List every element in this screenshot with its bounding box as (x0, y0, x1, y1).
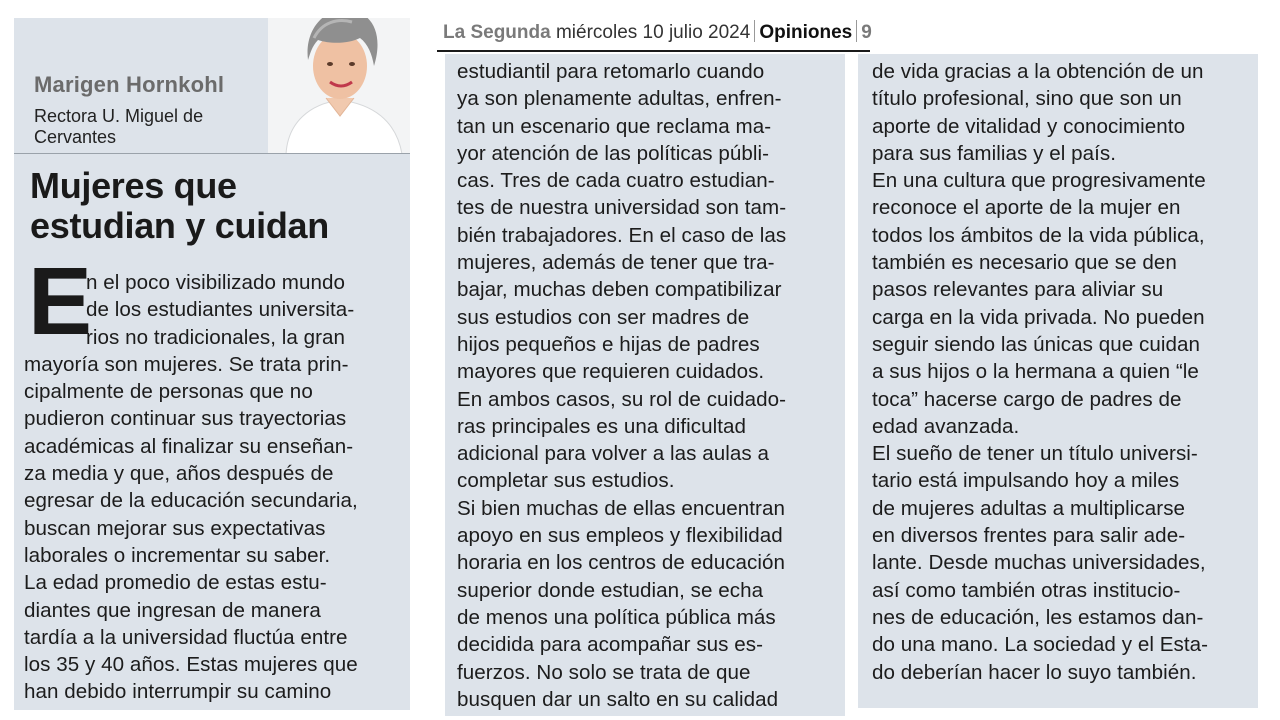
text-line: fuerzos. No solo se trata de que (457, 660, 751, 684)
text-line: ya son plenamente adultas, enfren- (457, 87, 782, 111)
text-line: aporte de vitalidad y conocimiento (872, 114, 1186, 138)
author-name: Marigen Hornkohl (34, 72, 225, 97)
text-line: cipalmente de personas que no (24, 380, 313, 404)
text-line: a sus hijos o la hermana a quien “le (872, 360, 1199, 384)
text-line: han debido interrumpir su camino (24, 680, 332, 704)
author-portrait-icon (268, 18, 410, 154)
text-line: diantes que ingresan de manera (24, 598, 321, 622)
text-line: sus estudios con ser madres de (457, 305, 750, 329)
article-headline (30, 166, 329, 246)
article-column-1 (14, 18, 410, 710)
text-line: egresar de la educación secundaria, (24, 489, 358, 513)
header-separator (856, 20, 857, 42)
text-line: tes de nuestra universidad son tam- (457, 196, 787, 220)
text-line: ras principales es una dificultad (457, 414, 746, 438)
text-line: estudiantil para retomarlo cuando (457, 60, 765, 83)
text-line: así como también otras institucio- (872, 578, 1181, 602)
text-line: nes de educación, les estamos dan- (872, 605, 1204, 629)
text-line: buscan mejorar sus expectativas (24, 516, 326, 540)
text-line: completar sus estudios. (457, 469, 675, 493)
text-line: reconoce el aporte de la mujer en (872, 196, 1181, 220)
text-line: los 35 y 40 años. Estas mujeres que (24, 653, 358, 677)
text-line: La edad promedio de estas estu- (24, 571, 327, 595)
text-line: apoyo en sus empleos y flexibilidad (457, 524, 783, 548)
text-line: de los estudiantes universita- (86, 298, 355, 322)
text-line: mujeres, además de tener que tra- (457, 251, 775, 275)
text-line: yor atención de las políticas públi- (457, 141, 770, 165)
text-line: de menos una política pública más (457, 605, 776, 629)
text-line: Si bien muchas de ellas encuentran (457, 496, 785, 520)
text-line: za media y que, años después de (24, 462, 334, 486)
article-body-column-2 (457, 58, 842, 713)
text-line: El sueño de tener un título universi- (872, 442, 1198, 466)
text-line: de mujeres adultas a multiplicarse (872, 496, 1186, 520)
text-line: En ambos casos, su rol de cuidado- (457, 387, 787, 411)
text-line: cas. Tres de cada cuatro estudian- (457, 169, 775, 193)
article-column-2 (445, 54, 845, 716)
text-line: académicas al finalizar su enseñan- (24, 434, 354, 458)
text-line: carga en la vida privada. No pueden (872, 305, 1205, 329)
author-role: Rectora U. Miguel de Cervantes (34, 106, 204, 147)
publication-name: La Segunda (443, 22, 551, 43)
text-line: superior donde estudian, se echa (457, 578, 764, 602)
text-line: en diversos frentes para salir ade- (872, 524, 1186, 548)
text-line: n el poco visibilizado mundo (86, 271, 345, 294)
text-line: lante. Desde muchas universidades, (872, 551, 1206, 575)
text-line: también es necesario que se den (872, 251, 1177, 275)
text-line: decidida para acompañar sus es- (457, 633, 764, 657)
author-divider (14, 153, 410, 154)
page-number: 9 (861, 22, 872, 43)
text-line: adicional para volver a las aulas a (457, 442, 769, 466)
text-line: todos los ámbitos de la vida pública, (872, 223, 1205, 247)
text-line: do deberían hacer lo suyo también. (872, 660, 1197, 684)
newspaper-header (437, 14, 870, 52)
text-line: hijos pequeños e hijas de padres (457, 332, 760, 356)
publication-date: miércoles 10 julio 2024 (555, 22, 751, 43)
text-line: bién trabajadores. En el caso de las (457, 223, 787, 247)
text-line: tardía a la universidad fluctúa entre (24, 625, 348, 649)
text-line: do una mano. La sociedad y el Esta- (872, 633, 1209, 657)
drop-cap: E (28, 248, 93, 355)
headline-line: Mujeres que (30, 165, 237, 206)
article-body-column-1 (24, 269, 408, 706)
text-line: seguir siendo las únicas que cuidan (872, 332, 1201, 356)
text-line: pudieron continuar sus trayectorias (24, 407, 347, 431)
text-line: horaria en los centros de educación (457, 551, 786, 575)
text-line: título profesional, sino que son un (872, 87, 1182, 111)
text-line: En una cultura que progresivamente (872, 169, 1206, 193)
text-line: edad avanzada. (872, 414, 1020, 438)
article-column-3 (858, 54, 1258, 708)
text-line: tan un escenario que reclama ma- (457, 114, 772, 138)
text-line: bajar, muchas deben compatibilizar (457, 278, 782, 302)
section-name: Opiniones (759, 22, 853, 43)
text-line: busquen dar un salto en su calidad (457, 687, 779, 711)
article-body-column-3 (872, 58, 1257, 686)
text-line: pasos relevantes para aliviar su (872, 278, 1164, 302)
text-line: rios no tradicionales, la gran (86, 325, 346, 349)
header-separator (754, 20, 755, 42)
text-line: laborales o incrementar su saber. (24, 543, 331, 567)
headline-line: estudian y cuidan (30, 205, 329, 246)
text-line: para sus familias y el país. (872, 141, 1117, 165)
text-line: mayores que requieren cuidados. (457, 360, 765, 384)
text-line: tario está impulsando hoy a miles (872, 469, 1180, 493)
text-line: toca” hacerse cargo de padres de (872, 387, 1182, 411)
text-line: de vida gracias a la obtención de un (872, 60, 1204, 83)
text-line: mayoría son mujeres. Se trata prin- (24, 352, 349, 376)
